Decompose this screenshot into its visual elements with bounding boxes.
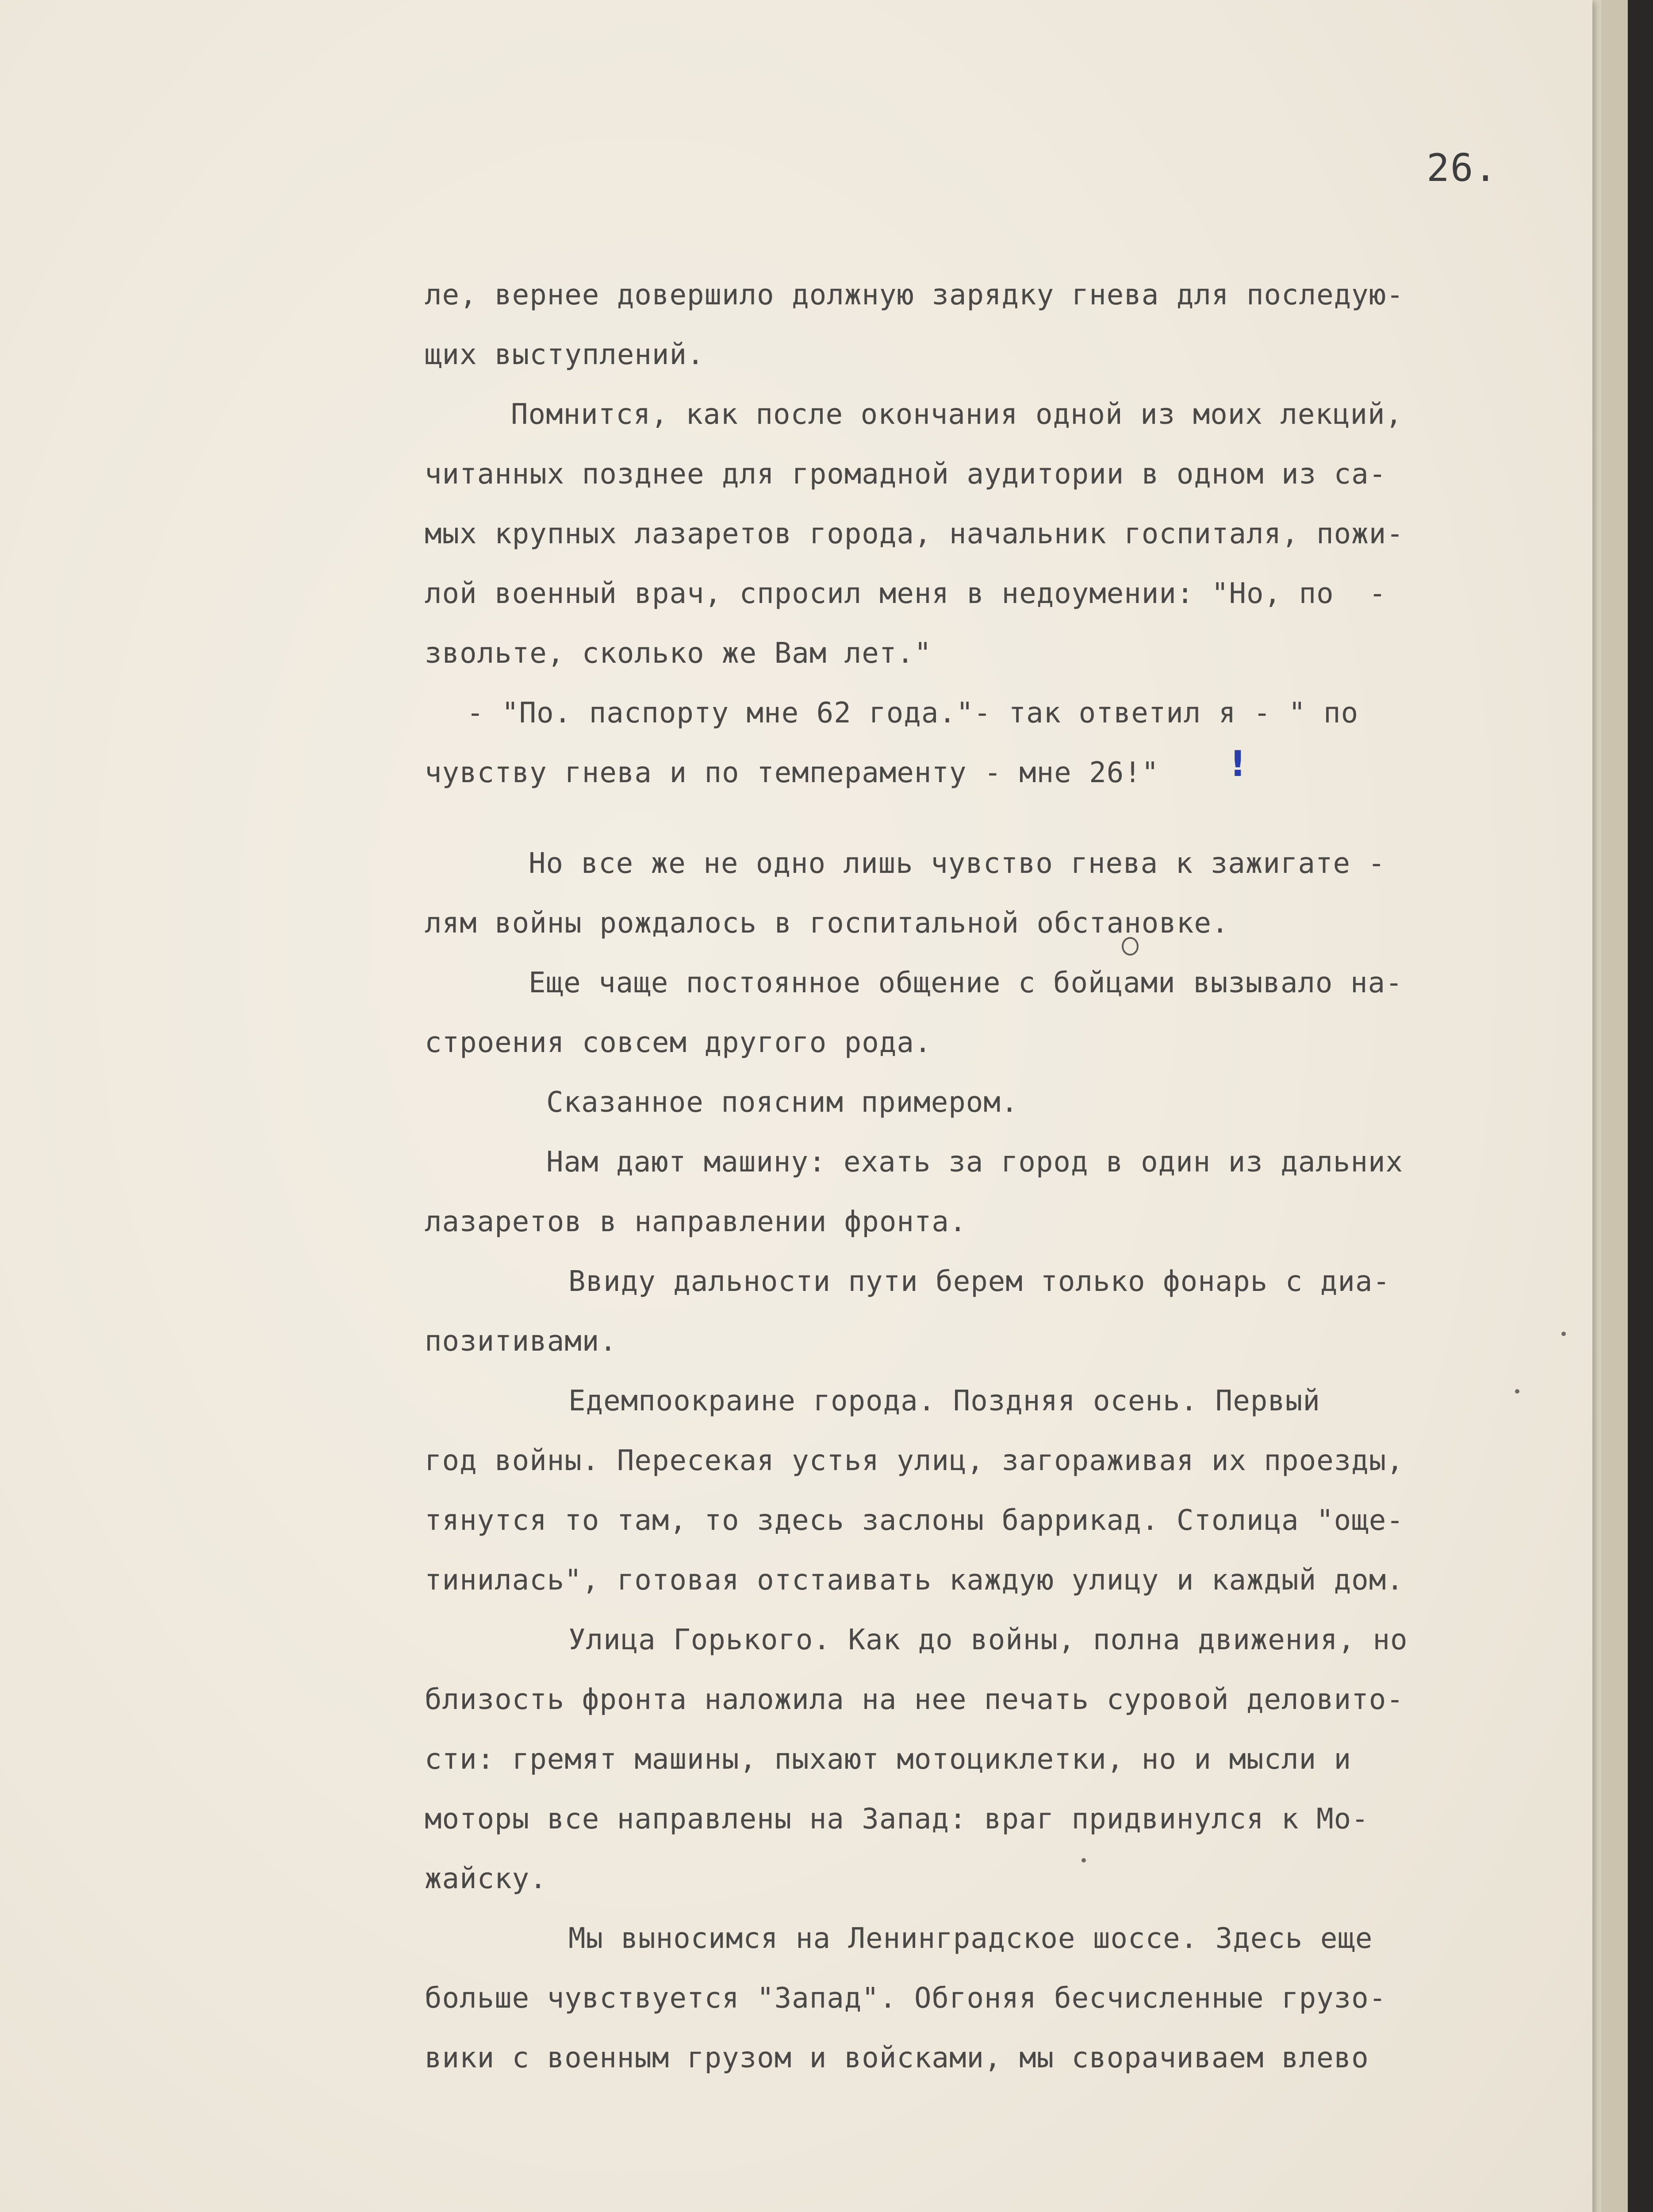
text-line: щих выступлений. (425, 338, 705, 371)
text-line: Ввиду дальности пути берем только фонарь с диа- (568, 1265, 1390, 1298)
text-line: строения совсем другого рода. (425, 1026, 932, 1059)
text-line: жайску. (425, 1863, 547, 1895)
text-line: читанных позднее для громадной аудитории в одном из са- (425, 458, 1387, 491)
text-line: лой военный врач, спросил меня в недоумении: "Но, по - (425, 577, 1387, 610)
text-line: Едемпоокраине города. Поздняя осень. Первый (568, 1385, 1320, 1417)
text-line: Сказанное поясним примером. (546, 1086, 1019, 1119)
text-line: тинилась", готовая отстаивать каждую улицу и каждый дом. (425, 1564, 1404, 1597)
text-line: вики с военным грузом и войсками, мы сворачиваем влево (425, 2042, 1369, 2074)
text-line: больше чувствуется "Запад". Обгоняя бесчисленные грузо- (425, 1982, 1387, 2015)
handwritten-circle-mark (1122, 937, 1139, 956)
text-line: Еще чаще постоянное общение с бойцами вызывало на- (529, 967, 1403, 999)
page-number: 26. (1427, 146, 1498, 190)
text-line: чувству гнева и по темпераменту - мне 26!" (425, 757, 1159, 789)
text-line: год войны. Пересекая устья улиц, загораживая их проезды, (425, 1444, 1404, 1477)
handwritten-exclamation-mark: ! (1230, 743, 1246, 784)
text-line: - "По. паспорту мне 62 года."- так ответил я - " по (467, 697, 1359, 730)
text-line: Мы выносимся на Ленинградское шоссе. Здесь еще (568, 1922, 1373, 1955)
paper-speck (1515, 1389, 1519, 1394)
text-line: лям войны рождалось в госпитальной обстановке. (425, 907, 1229, 940)
text-line: близость фронта наложила на нее печать суровой деловито- (425, 1683, 1404, 1716)
text-line: Помнится, как после окончания одной из моих лекций, (511, 398, 1403, 431)
binder-shadow (1628, 0, 1653, 2212)
text-line: сти: гремят машины, пыхают мотоциклетки, но и мысли и (425, 1743, 1352, 1776)
text-line: позитивами. (425, 1325, 617, 1358)
paper-speck (1561, 1332, 1566, 1336)
text-line: тянутся то там, то здесь заслоны баррикад. Столица "още- (425, 1504, 1404, 1537)
text-line: Улица Горького. Как до войны, полна движения, но (568, 1624, 1408, 1656)
text-line: мых крупных лазаретов города, начальник госпиталя, пожи- (425, 518, 1404, 550)
text-line: Нам дают машину: ехать за город в один из дальних (546, 1146, 1404, 1179)
paper-speck (1082, 1858, 1086, 1863)
text-line: лазаретов в направлении фронта. (425, 1206, 967, 1238)
text-line: ле, вернее довершило должную зарядку гнева для последую- (425, 279, 1404, 311)
text-line: Но все же не одно лишь чувство гнева к зажигате - (529, 847, 1386, 880)
text-line: звольте, сколько же Вам лет." (425, 637, 932, 670)
text-line: моторы все направлены на Запад: враг придвинулся к Мо- (425, 1803, 1369, 1836)
